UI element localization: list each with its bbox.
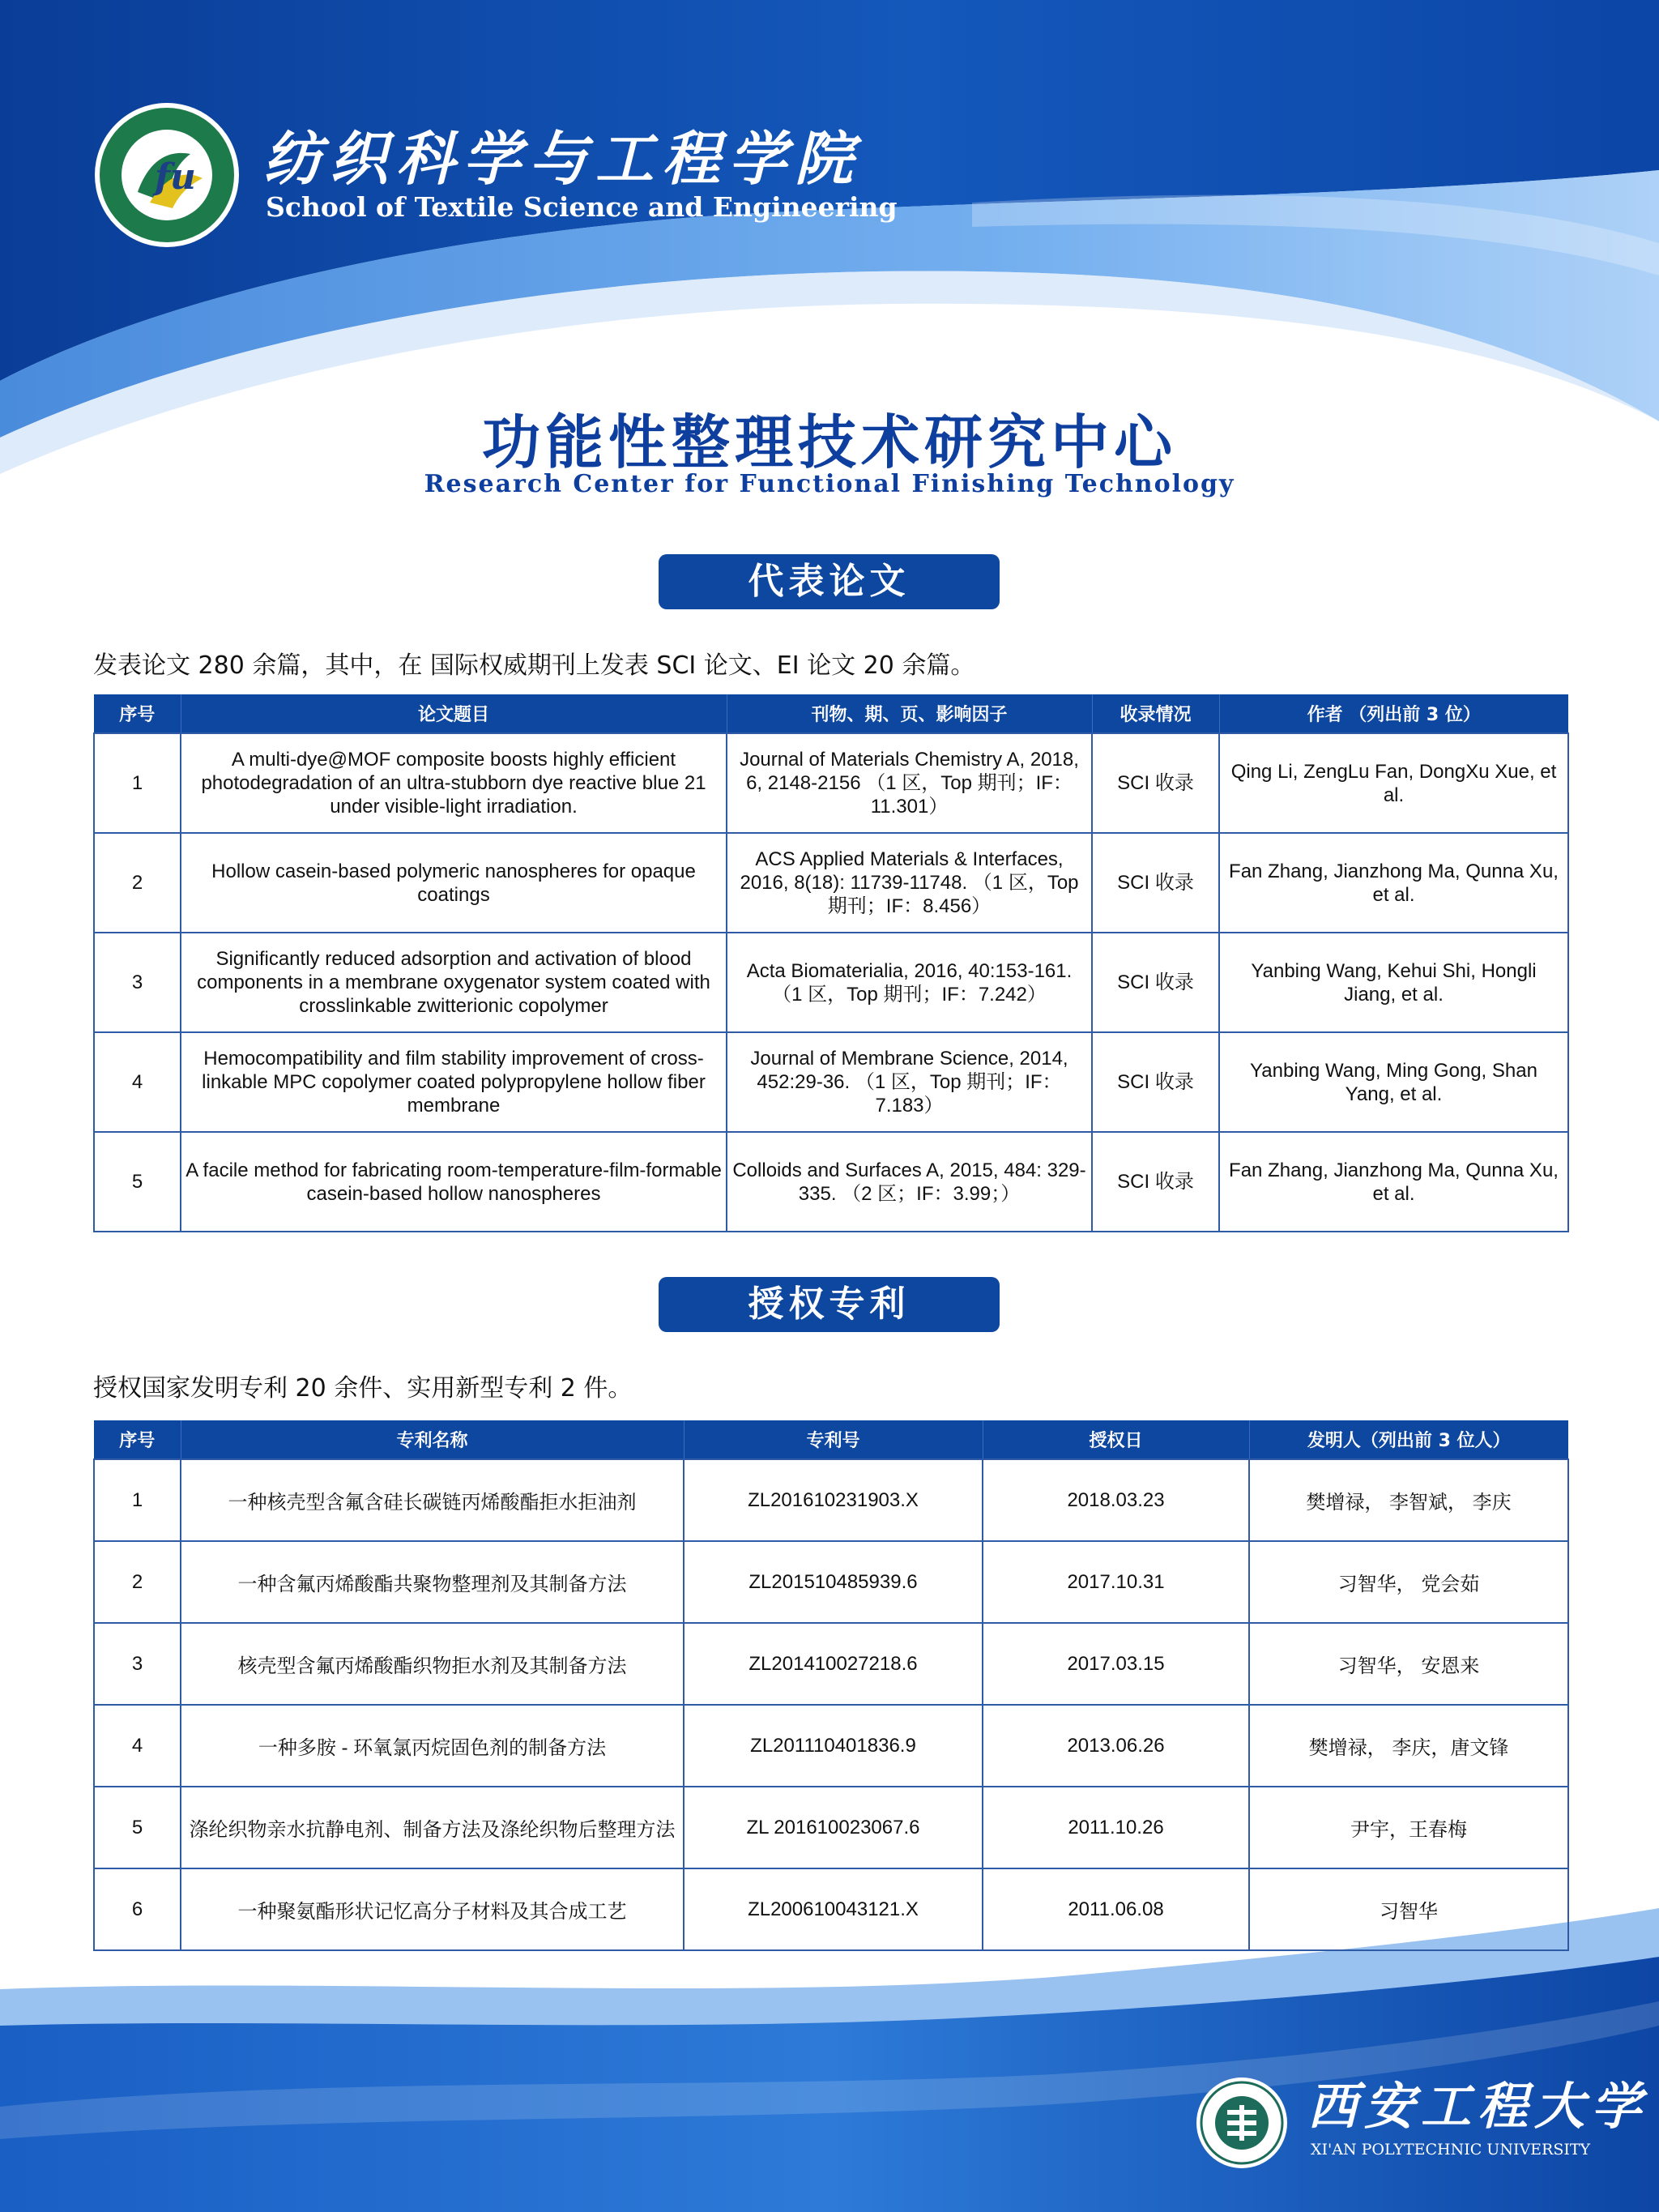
row-number: 5 bbox=[94, 1787, 181, 1868]
patent-number: ZL201110401836.9 bbox=[684, 1705, 983, 1787]
paper-authors: Yanbing Wang, Ming Gong, Shan Yang, et al. bbox=[1219, 1032, 1568, 1132]
table-row bbox=[94, 1032, 1568, 1132]
column-header: 序号 bbox=[94, 694, 181, 733]
table-row bbox=[94, 833, 1568, 933]
patent-number: ZL200610043121.X bbox=[684, 1868, 983, 1950]
table-row bbox=[94, 1459, 1568, 1541]
row-number: 4 bbox=[94, 1032, 181, 1132]
paper-authors: Qing Li, ZengLu Fan, DongXu Xue, et al. bbox=[1219, 733, 1568, 833]
patent-inventors: 樊增禄， 李庆，唐文锋 bbox=[1249, 1705, 1568, 1787]
paper-index: SCI 收录 bbox=[1092, 733, 1219, 833]
patent-name: 一种多胺 - 环氧氯丙烷固色剂的制备方法 bbox=[181, 1705, 684, 1787]
university-emblem-icon bbox=[1195, 2076, 1289, 2170]
column-header: 收录情况 bbox=[1092, 694, 1219, 733]
column-header: 论文题目 bbox=[181, 694, 727, 733]
paper-index: SCI 收录 bbox=[1092, 1132, 1219, 1232]
column-header: 序号 bbox=[94, 1420, 181, 1459]
patent-inventors: 习智华， 党会茹 bbox=[1249, 1541, 1568, 1623]
column-header: 授权日 bbox=[983, 1420, 1249, 1459]
school-emblem-icon bbox=[93, 101, 241, 249]
table-row bbox=[94, 1705, 1568, 1787]
paper-index: SCI 收录 bbox=[1092, 833, 1219, 933]
paper-authors: Fan Zhang, Jianzhong Ma, Qunna Xu, et al. bbox=[1219, 1132, 1568, 1232]
patent-inventors: 习智华 bbox=[1249, 1868, 1568, 1950]
paper-journal: Journal of Membrane Science, 2014, 452:29-36. （1 区，Top 期刊；IF：7.183） bbox=[727, 1032, 1092, 1132]
patent-date: 2011.10.26 bbox=[983, 1787, 1249, 1868]
table-row bbox=[94, 1541, 1568, 1623]
patent-date: 2017.10.31 bbox=[983, 1541, 1249, 1623]
patents-intro: 授权国家发明专利 20 余件、实用新型专利 2 件。 bbox=[93, 1374, 633, 1403]
table-row bbox=[94, 1868, 1568, 1950]
table-row bbox=[94, 1623, 1568, 1705]
row-number: 4 bbox=[94, 1705, 181, 1787]
paper-authors: Fan Zhang, Jianzhong Ma, Qunna Xu, et al. bbox=[1219, 833, 1568, 933]
svg-text:fu: fu bbox=[155, 156, 196, 198]
paper-index: SCI 收录 bbox=[1092, 933, 1219, 1032]
patent-number: ZL201410027218.6 bbox=[684, 1623, 983, 1705]
patent-inventors: 樊增禄， 李智斌， 李庆 bbox=[1249, 1459, 1568, 1541]
patents-section-heading: 授权专利 bbox=[659, 1277, 1000, 1332]
row-number: 1 bbox=[94, 733, 181, 833]
page-subtitle: Research Center for Functional Finishing Technology bbox=[424, 470, 1235, 498]
university-name-en: XI'AN POLYTECHNIC UNIVERSITY bbox=[1311, 2141, 1591, 2159]
patent-date: 2017.03.15 bbox=[983, 1623, 1249, 1705]
patent-name: 一种聚氨酯形状记忆高分子材料及其合成工艺 bbox=[181, 1868, 684, 1950]
paper-authors: Yanbing Wang, Kehui Shi, Hongli Jiang, et al. bbox=[1219, 933, 1568, 1032]
column-header: 刊物、期、页、影响因子 bbox=[727, 694, 1092, 733]
table-row bbox=[94, 1132, 1568, 1232]
table-row bbox=[94, 933, 1568, 1032]
paper-title: Hollow casein-based polymeric nanospheres for opaque coatings bbox=[181, 833, 727, 933]
table-row bbox=[94, 733, 1568, 833]
patent-number: ZL201510485939.6 bbox=[684, 1541, 983, 1623]
patents-table bbox=[93, 1420, 1569, 1951]
patent-name: 一种含氟丙烯酸酯共聚物整理剂及其制备方法 bbox=[181, 1541, 684, 1623]
paper-index: SCI 收录 bbox=[1092, 1032, 1219, 1132]
row-number: 3 bbox=[94, 933, 181, 1032]
row-number: 6 bbox=[94, 1868, 181, 1950]
paper-journal: ACS Applied Materials & Interfaces, 2016, 8(18): 11739-11748. （1 区，Top 期刊；IF：8.456） bbox=[727, 833, 1092, 933]
row-number: 3 bbox=[94, 1623, 181, 1705]
paper-title: Hemocompatibility and film stability improvement of cross-linkable MPC copolymer coated polypropylene hollow fiber membrane bbox=[181, 1032, 727, 1132]
row-number: 2 bbox=[94, 1541, 181, 1623]
paper-journal: Acta Biomaterialia, 2016, 40:153-161. （1 区，Top 期刊；IF：7.242） bbox=[727, 933, 1092, 1032]
patent-date: 2013.06.26 bbox=[983, 1705, 1249, 1787]
column-header: 作者 （列出前 3 位） bbox=[1219, 694, 1568, 733]
papers-section-heading: 代表论文 bbox=[659, 554, 1000, 609]
paper-title: Significantly reduced adsorption and activation of blood components in a membrane oxygenator system coated with crosslinkable zwitterionic copolymer bbox=[181, 933, 727, 1032]
patent-name: 一种核壳型含氟含硅长碳链丙烯酸酯拒水拒油剂 bbox=[181, 1459, 684, 1541]
row-number: 2 bbox=[94, 833, 181, 933]
patent-name: 核壳型含氟丙烯酸酯织物拒水剂及其制备方法 bbox=[181, 1623, 684, 1705]
papers-intro: 发表论文 280 余篇，其中，在 国际权威期刊上发表 SCI 论文、EI 论文 20 余篇。 bbox=[93, 651, 975, 680]
row-number: 1 bbox=[94, 1459, 181, 1541]
table-row bbox=[94, 1787, 1568, 1868]
paper-journal: Journal of Materials Chemistry A, 2018, 6, 2148-2156 （1 区，Top 期刊；IF：11.301） bbox=[727, 733, 1092, 833]
papers-table-header bbox=[94, 694, 1568, 733]
paper-journal: Colloids and Surfaces A, 2015, 484: 329-335. （2 区；IF：3.99；） bbox=[727, 1132, 1092, 1232]
school-name-en: School of Textile Science and Engineering bbox=[266, 191, 898, 223]
patent-number: ZL 201610023067.6 bbox=[684, 1787, 983, 1868]
row-number: 5 bbox=[94, 1132, 181, 1232]
paper-title: A multi-dye@MOF composite boosts highly efficient photodegradation of an ultra-stubborn dye reactive blue 21 under visible-light irradiation. bbox=[181, 733, 727, 833]
column-header: 专利号 bbox=[684, 1420, 983, 1459]
patent-inventors: 尹宇，王春梅 bbox=[1249, 1787, 1568, 1868]
column-header: 发明人（列出前 3 位人） bbox=[1249, 1420, 1568, 1459]
patent-date: 2011.06.08 bbox=[983, 1868, 1249, 1950]
page-title: 功能性整理技术研究中心 bbox=[481, 408, 1177, 476]
column-header: 专利名称 bbox=[181, 1420, 684, 1459]
patents-table-header bbox=[94, 1420, 1568, 1459]
patent-name: 涤纶织物亲水抗静电剂、制备方法及涤纶织物后整理方法 bbox=[181, 1787, 684, 1868]
university-name-cn: 西安工程大学 bbox=[1307, 2077, 1648, 2136]
patent-inventors: 习智华， 安恩来 bbox=[1249, 1623, 1568, 1705]
patent-date: 2018.03.23 bbox=[983, 1459, 1249, 1541]
paper-title: A facile method for fabricating room-temperature-film-formable casein-based hollow nanospheres bbox=[181, 1132, 727, 1232]
patent-number: ZL201610231903.X bbox=[684, 1459, 983, 1541]
papers-table bbox=[93, 694, 1569, 1232]
school-name-cn: 纺织科学与工程学院 bbox=[263, 124, 862, 193]
